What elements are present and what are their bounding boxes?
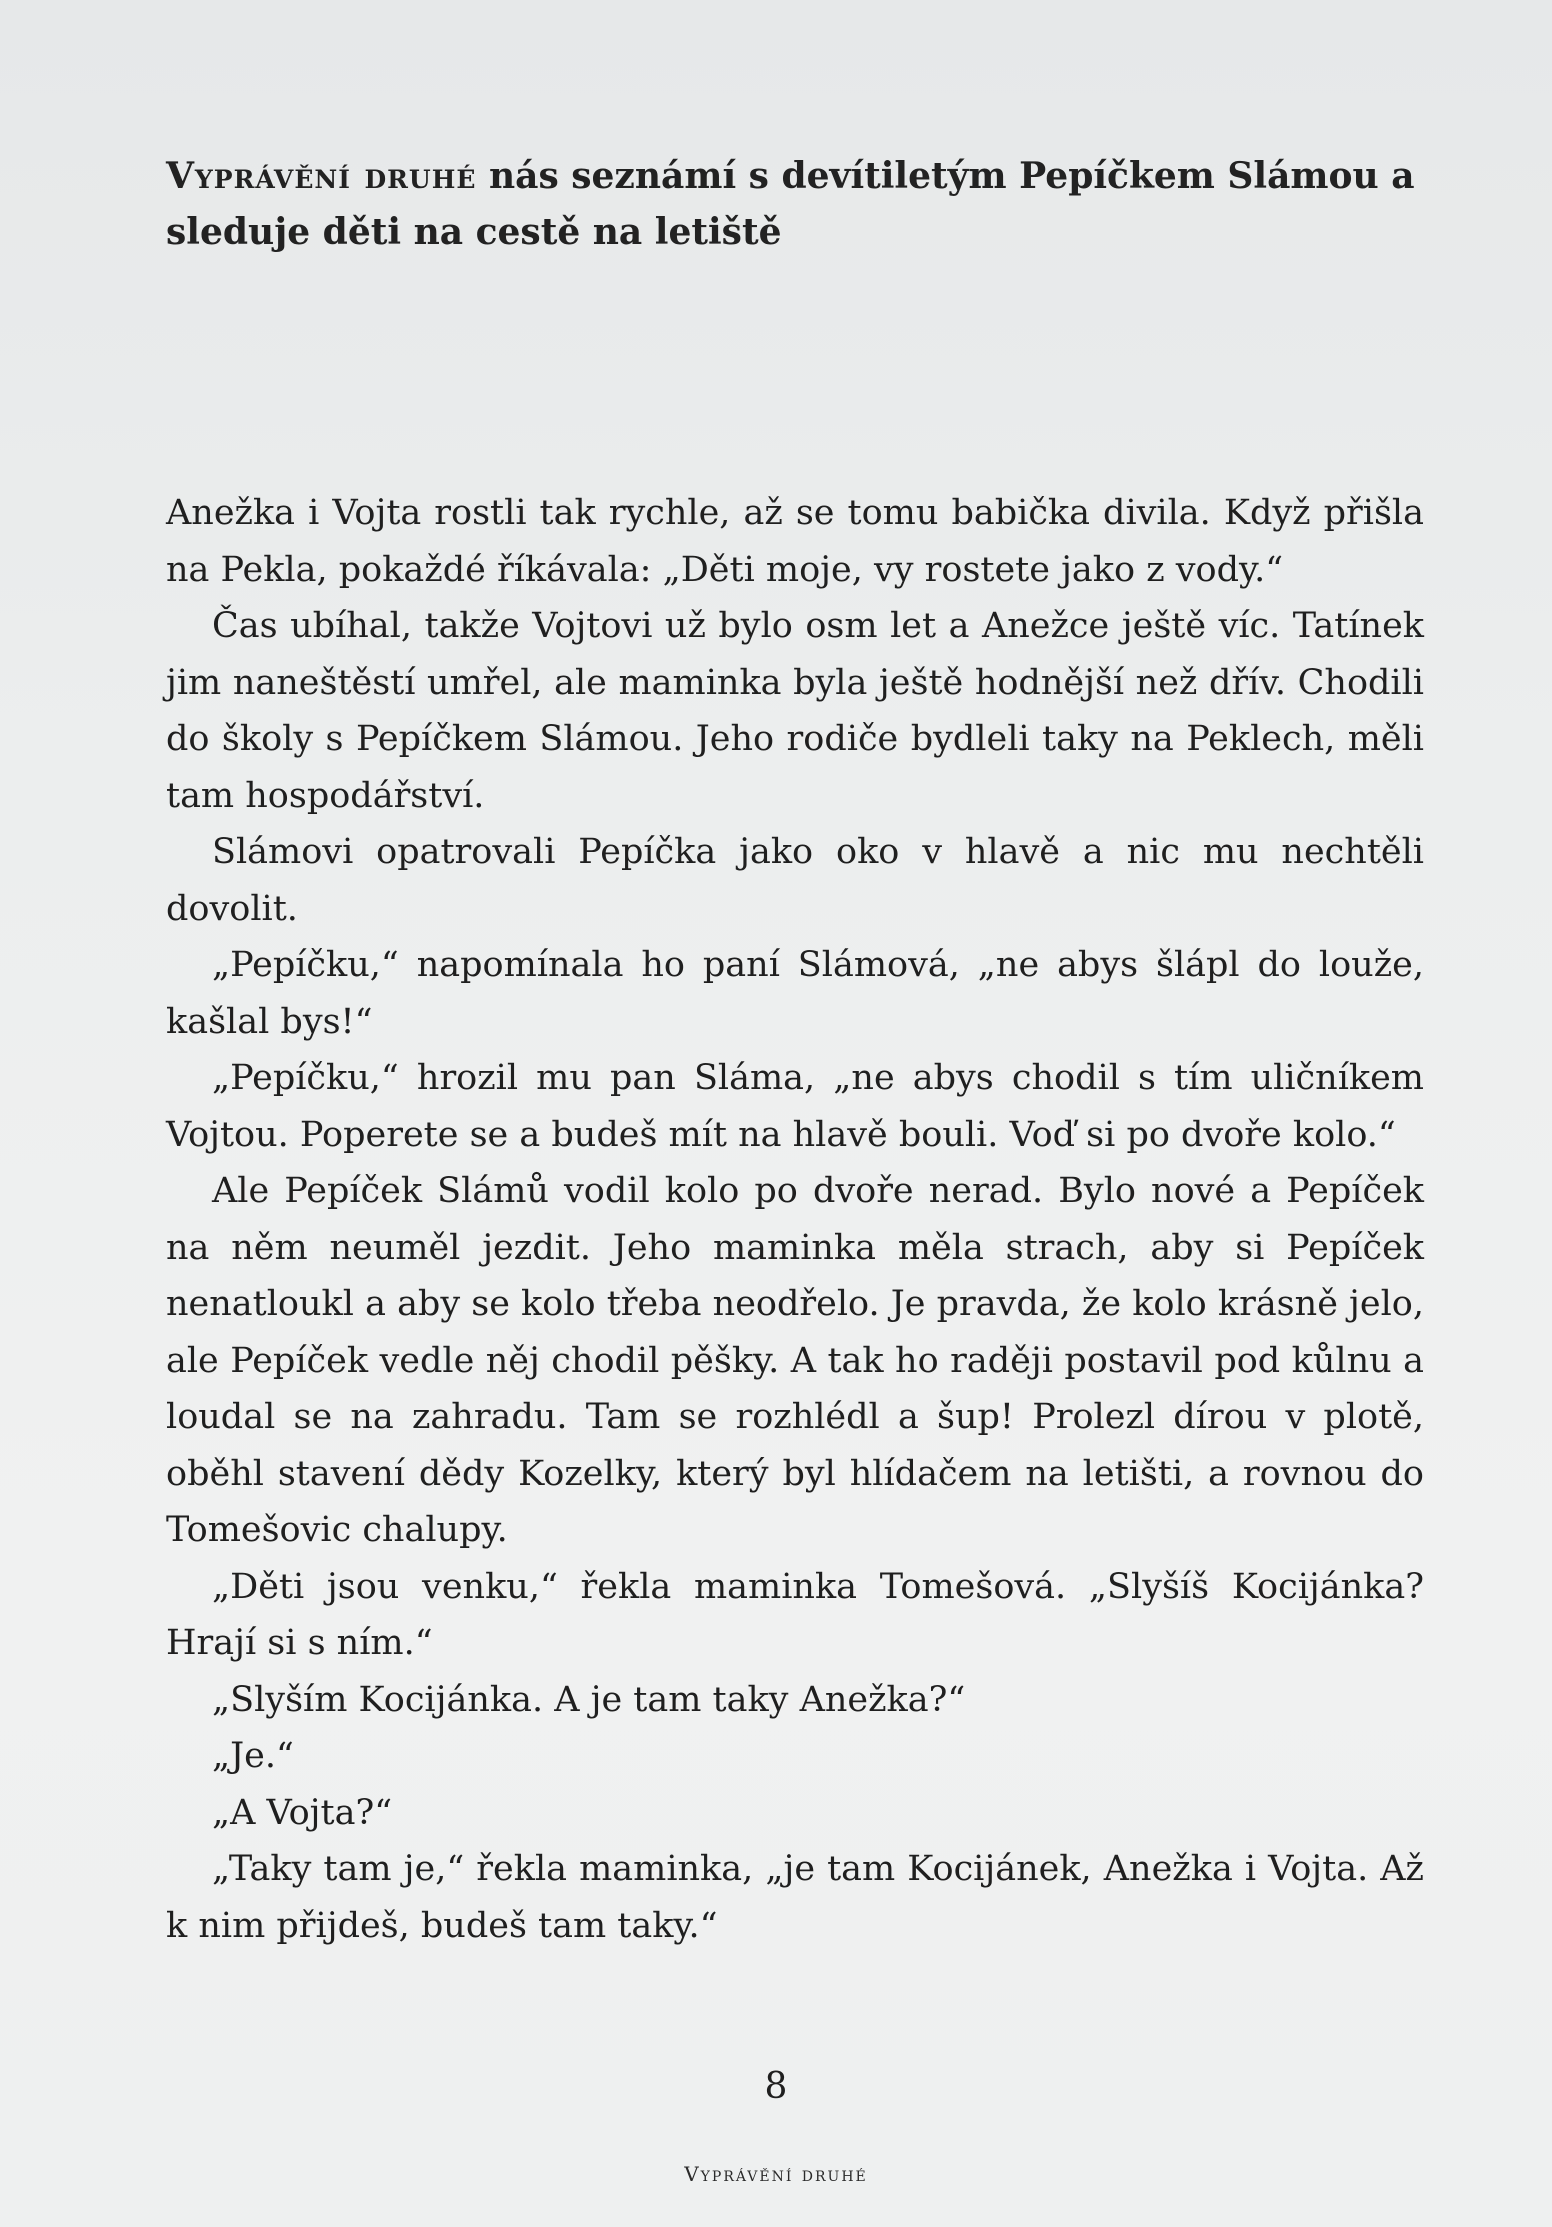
paragraph: „Taky tam je,“ řekla maminka, „je tam Kocijánek, Anežka i Vojta. Až k nim přijdeš, budeš tam taky.“ (166, 1849, 1424, 1946)
paragraph: Slámovi opatrovali Pepíčka jako oko v hlavě a nic mu nechtěli dovolit. (166, 832, 1424, 929)
running-footer-title: Vyprávění druhé (684, 2162, 868, 2186)
paragraph: Anežka i Vojta rostli tak rychle, až se tomu babička divila. Když přišla na Pekla, pokaždé říkávala: „Děti moje, vy rostete jako z vody.“ (166, 493, 1424, 590)
paragraph: „Slyším Kocijánka. A je tam taky Anežka?“ (212, 1679, 966, 1720)
chapter-heading-lead: Vyprávění druhé (166, 155, 477, 197)
chapter-heading (166, 148, 1426, 260)
page-number: 8 (764, 2066, 788, 2107)
paragraph: „Pepíčku,“ napomínala ho paní Slámová, „ne abys šlápl do louže, kašlal bys!“ (166, 945, 1424, 1042)
paragraph: Ale Pepíček Slámů vodil kolo po dvoře nerad. Bylo nové a Pepíček na něm neuměl jezdit. Jeho maminka měla strach, aby si Pepíček nenatloukl a aby se kolo třeba neodřelo. Je pravda, že kolo krásně jelo, ale Pepíček vedle něj chodil pěšky. A tak ho raději postavil pod kůlnu a loudal se na zahradu. Tam se rozhlédl a šup! Prolezl dírou v plotě, oběhl stavení dědy Kozelky, který byl hlídačem na letišti, a rovnou do Tomešovic chalupy. (166, 1171, 1424, 1550)
chapter-heading-rest: nás seznámí s devítiletým Pepíčkem Slámou a sleduje děti na cestě na letiště (166, 155, 1415, 253)
paragraph: „Je.“ (212, 1736, 294, 1776)
paragraph: „A Vojta?“ (212, 1792, 393, 1833)
paragraph: Čas ubíhal, takže Vojtovi už bylo osm let a Anežce ještě víc. Tatínek jim naneštěstí umřel, ale maminka byla ještě hodnější než dřív. Chodili do školy s Pepíčkem Slámou. Jeho rodiče bydleli taky na Peklech, měli tam hospodářství. (166, 606, 1424, 816)
paragraph: „Pepíčku,“ hrozil mu pan Sláma, „ne abys chodil s tím uličníkem Vojtou. Poperete se a budeš mít na hlavě bouli. Voď si po dvoře kolo.“ (166, 1058, 1424, 1155)
chapter-body (166, 485, 1424, 1954)
paragraph: „Děti jsou venku,“ řekla maminka Tomešová. „Slyšíš Kocijánka? Hrají si s ním.“ (166, 1566, 1424, 1663)
